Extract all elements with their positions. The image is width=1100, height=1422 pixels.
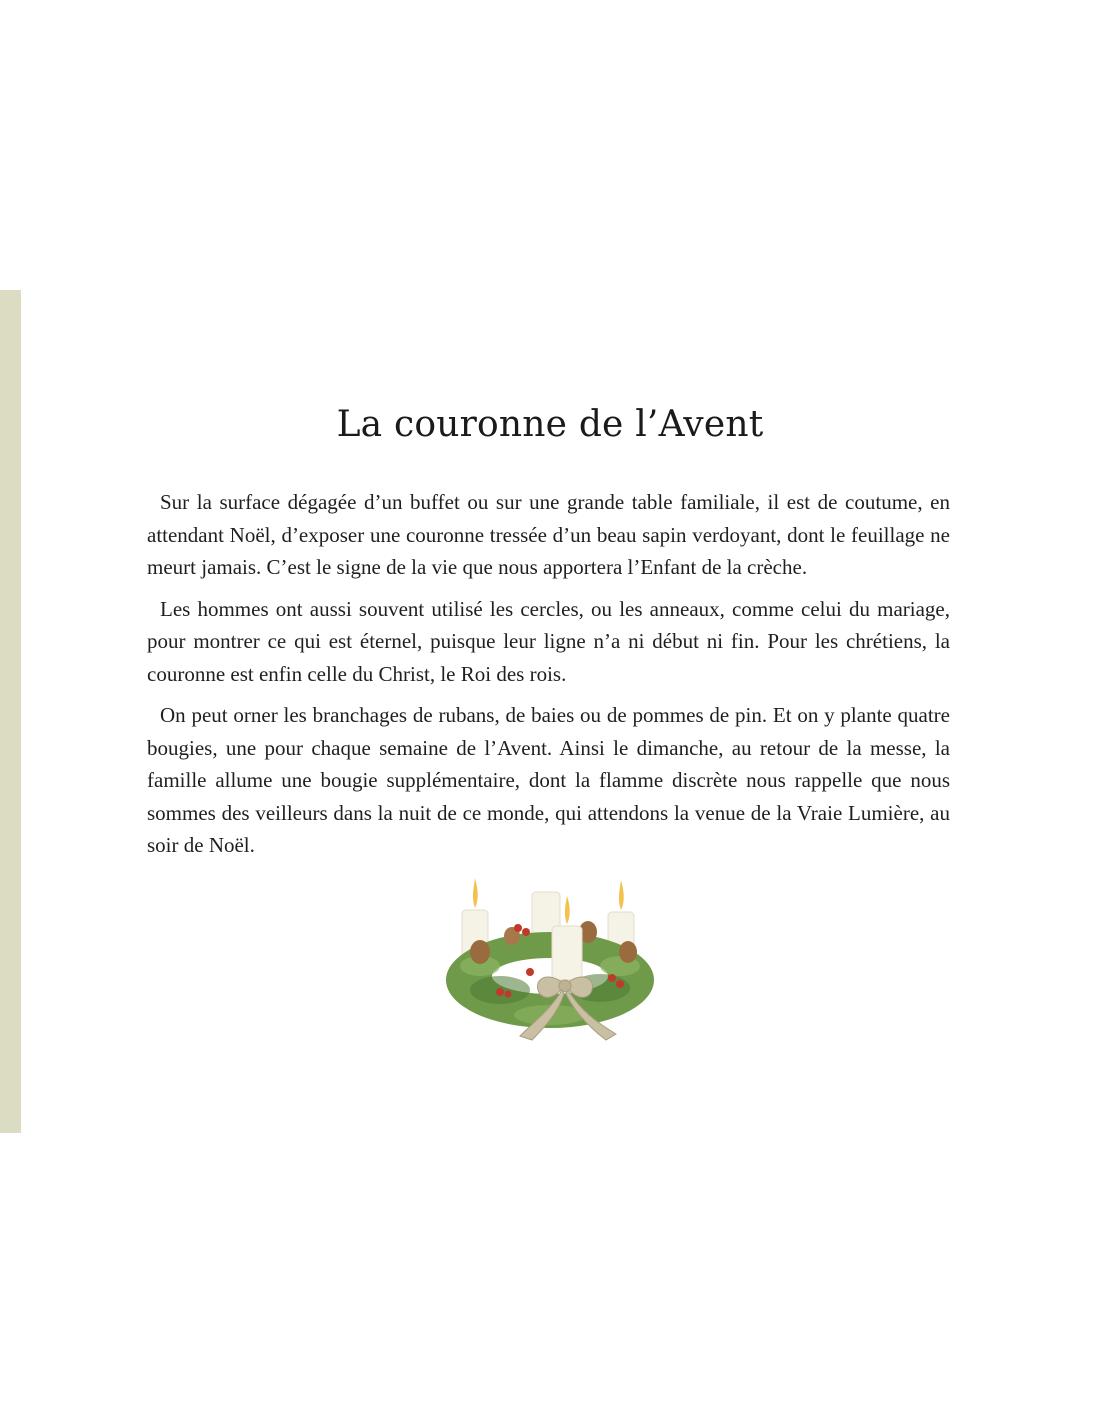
advent-wreath-illustration [440,870,660,1045]
page-title: La couronne de l’Avent [336,404,764,445]
paragraph-2: Les hommes ont aussi souvent utilisé les cercles, ou les anneaux, comme celui du mariage, pour montrer ce qui est éternel, puisque leur ligne n’a ni début ni fin. Pour les chrétiens, la couronne est enfin celle du Christ, le Roi des rois. [147,596,950,686]
paragraph-3: On peut orner les branchages de rubans, de baies ou de pommes de pin. Et on y plante quatre bougies, une pour chaque semaine de l’Avent. Ainsi le dimanche, au retour de la messe, la famille allume une bougie supplémentaire, dont la flamme discrète nous rappelle que nous sommes des veilleurs dans la nuit de ce monde, qui attendons la venue de la Vraie Lumière, au soir de Noël. [147,703,950,857]
body-text [147,486,950,871]
paragraph-1: Sur la surface dégagée d’un buffet ou sur une grande table familiale, il est de coutume, en attendant Noël, d’exposer une couronne tressée d’un beau sapin verdoyant, dont le feuillage ne meurt jamais. C’est le signe de la vie que nous apportera l’Enfant de la crèche. [147,490,950,579]
